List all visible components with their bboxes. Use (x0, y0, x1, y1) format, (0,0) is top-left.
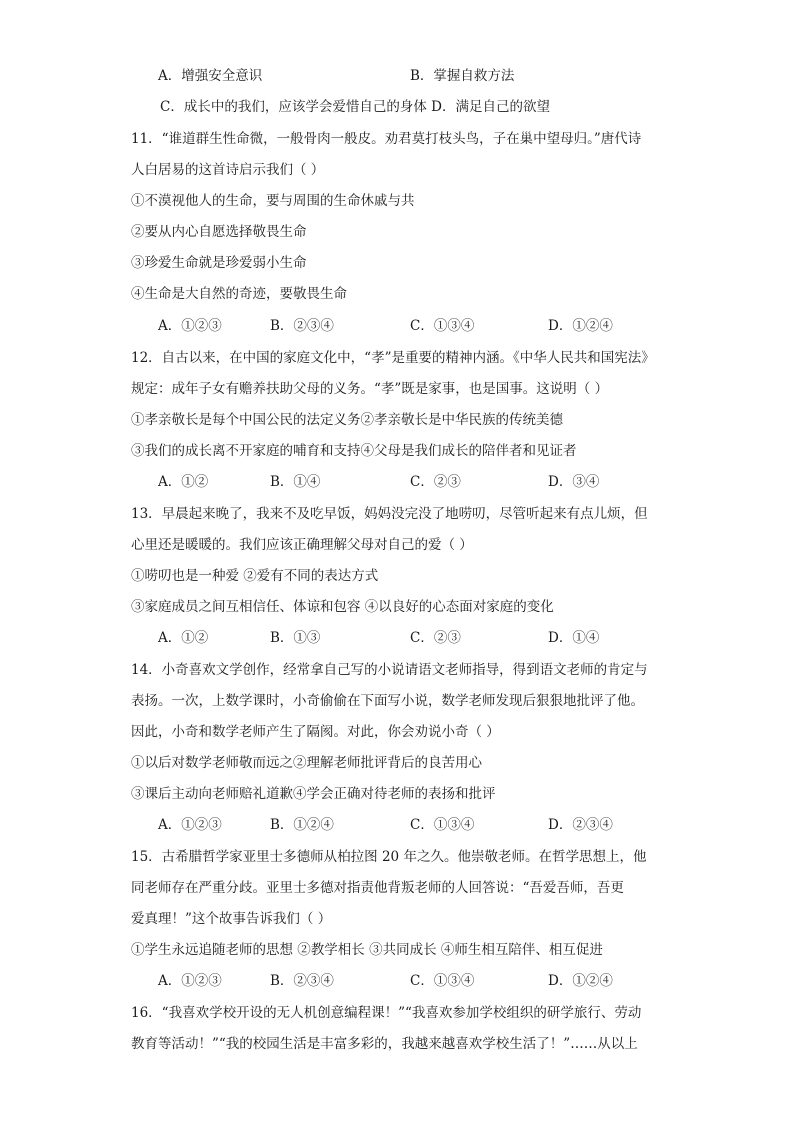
q11-item-1: ①不漠视他人的生命，要与周围的生命休戚与共 (131, 193, 415, 209)
q11-option-d: D．①②④ (548, 318, 613, 334)
q14-option-d: D．②③④ (548, 817, 613, 833)
q13-option-c: C．②③ (410, 630, 461, 646)
q13-option-d: D．①④ (548, 630, 600, 646)
q15-stem-line2: 同老师存在严重分歧。亚里士多德对指责他背叛老师的人回答说：“吾爱吾师，吾更 (131, 880, 624, 896)
q14-option-c: C．①③④ (410, 817, 475, 833)
q12-item-1: ①孝亲敬长是每个中国公民的法定义务②孝亲敬长是中华民族的传统美德 (131, 412, 563, 428)
q11-stem-line2: 人白居易的这首诗启示我们（ ） (131, 162, 325, 178)
q15-option-d: D．①②④ (548, 973, 613, 989)
q11-option-a: A．①②③ (158, 318, 222, 334)
q12-item-2: ③我们的成长离不开家庭的哺育和支持④父母是我们成长的陪伴者和见证者 (131, 443, 577, 459)
q14-item-2: ③课后主动向老师赔礼道歉④学会正确对待老师的表扬和批评 (131, 786, 496, 802)
q15-option-a: A．①②③ (158, 973, 222, 989)
q16-stem-line1: 16．“我喜欢学校开设的无人机创意编程课！”“我喜欢参加学校组织的研学旅行、劳动 (131, 1005, 642, 1021)
q13-item-2: ③家庭成员之间互相信任、体谅和包容 ④以良好的心态面对家庭的变化 (131, 599, 554, 615)
q14-stem-line3: 因此，小奇和数学老师产生了隔阂。对此，你会劝说小奇（ ） (131, 724, 500, 740)
q10-option-cd: C．成长中的我们，应该学会爱惜自己的身体 D．满足自己的欲望 (160, 99, 550, 115)
q13-stem-line1: 13．早晨起来晚了，我来不及吃早饭，妈妈没完没了地唠叨，尽管听起来有点儿烦，但 (131, 506, 648, 522)
q14-stem-line1: 14．小奇喜欢文学创作，经常拿自己写的小说请语文老师指导，得到语文老师的肯定与 (131, 662, 648, 678)
q12-option-b: B．①④ (270, 474, 321, 490)
q14-stem-line2: 表扬。一次，上数学课时，小奇偷偷在下面写小说，数学老师发现后狠狠地批评了他。 (131, 693, 644, 709)
q10-option-b: B．掌握自救方法 (410, 68, 515, 84)
q11-option-c: C．①③④ (410, 318, 475, 334)
q13-option-b: B．①③ (270, 630, 321, 646)
q11-item-2: ②要从内心自愿选择敬畏生命 (131, 224, 307, 240)
q11-item-3: ③珍爱生命就是珍爱弱小生命 (131, 255, 307, 271)
q10-option-a: A．增强安全意识 (158, 68, 263, 84)
q15-stem-line1: 15．古希腊哲学家亚里士多德师从柏拉图 20 年之久。他崇敬老师。在哲学思想上，他 (131, 849, 647, 865)
q15-item-1: ①学生永远追随老师的思想 ②教学相长 ③共同成长 ④师生相互陪伴、相互促进 (131, 942, 603, 958)
q15-option-c: C．①③④ (410, 973, 475, 989)
q13-stem-line2: 心里还是暖暖的。我们应该正确理解父母对自己的爱（ ） (131, 537, 473, 553)
q11-option-b: B．②③④ (270, 318, 334, 334)
q15-option-b: B．②③④ (270, 973, 334, 989)
q14-item-1: ①以后对数学老师敬而远之②理解老师批评背后的良苦用心 (131, 755, 482, 771)
q12-stem-line1: 12．自古以来，在中国的家庭文化中，“孝”是重要的精神内涵。《中华人民共和国宪法》 (131, 350, 655, 366)
q12-option-a: A．①② (158, 474, 209, 490)
q12-stem-line2: 规定：成年子女有赡养扶助父母的义务。“孝”既是家事，也是国事。这说明（ ） (131, 381, 609, 397)
q12-option-c: C．②③ (410, 474, 461, 490)
q13-option-a: A．①② (158, 630, 209, 646)
q15-stem-line3: 爱真理！”这个故事告诉我们（ ） (131, 911, 332, 927)
q11-stem-line1: 11．“谁道群生性命微，一般骨肉一般皮。劝君莫打枝头鸟，子在巢中望母归。”唐代诗 (131, 131, 642, 147)
q13-item-1: ①唠叨也是一种爱 ②爱有不同的表达方式 (131, 568, 379, 584)
q14-option-a: A．①②③ (158, 817, 222, 833)
q16-stem-line2: 教育等活动！”“我的校园生活是丰富多彩的，我越来越喜欢学校生活了！”……从以上 (131, 1036, 638, 1052)
q12-option-d: D．③④ (548, 474, 600, 490)
q11-item-4: ④生命是大自然的奇迹，要敬畏生命 (131, 286, 347, 302)
q14-option-b: B．①②④ (270, 817, 334, 833)
